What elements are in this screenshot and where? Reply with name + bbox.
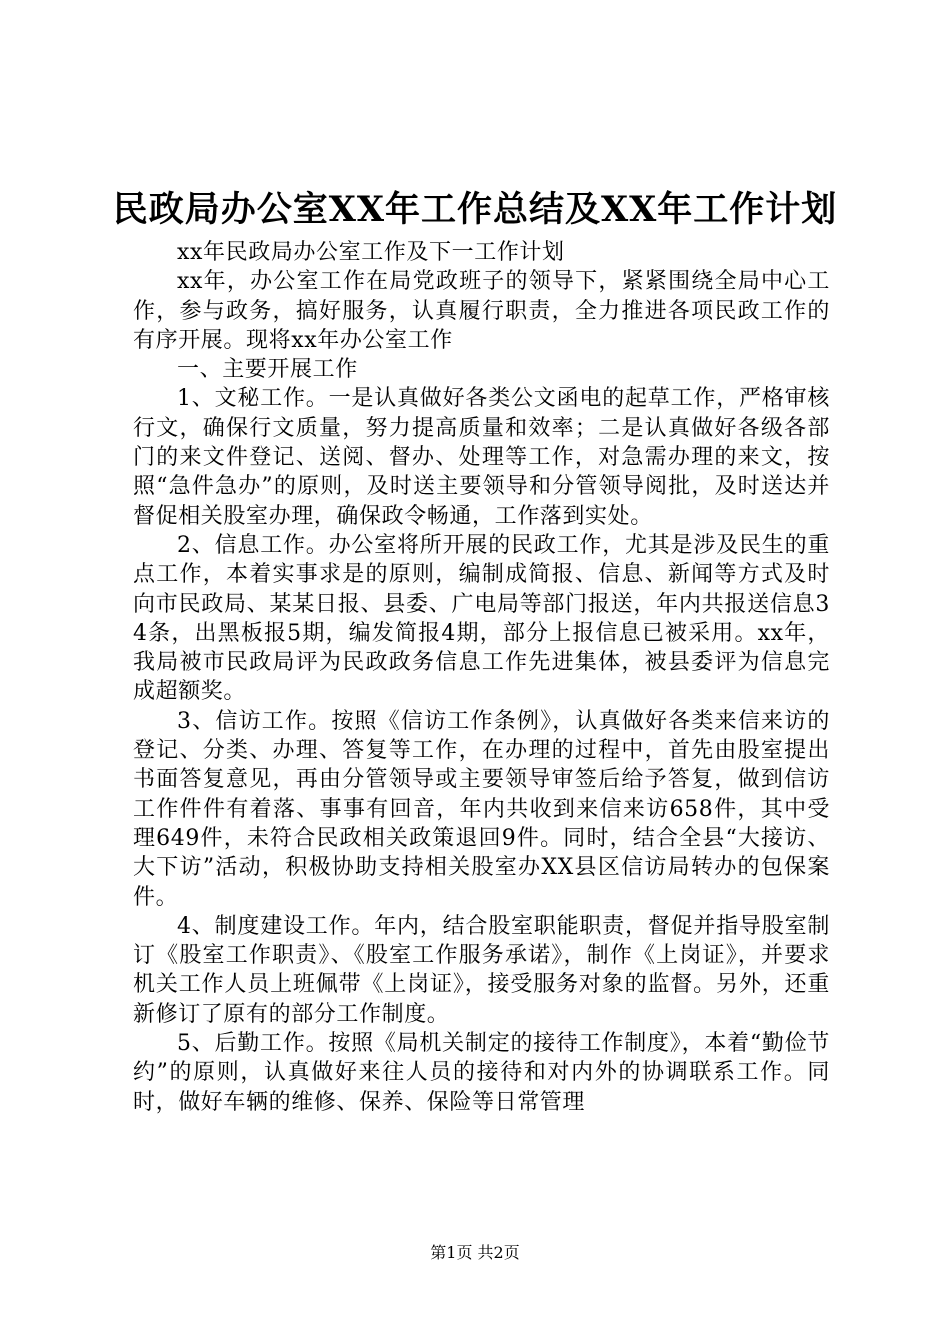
paragraph-logistics: 5、后勤工作。按照《局机关制定的接待工作制度》，本着“勤俭节约”的原则，认真做好来往人员的接待和对内外的协调联系工作。同时，做好车辆的维修、保养、保险等日常管理 [133, 1031, 830, 1115]
paragraph-information: 2、信息工作。办公室将所开展的民政工作，尤其是涉及民生的重点工作，本着实事求是的原则，编制成简报、信息、新闻等方式及时向市民政局、某某日报、县委、广电局等部门报送，年内共报送信息34条，出黑板报5期，编发简报4期，部分上报信息已被采用。xx年，我局被市民政局评为民政政务信息工作先进集体，被县委评为信息完成超额奖。 [133, 532, 830, 705]
page-number: 第1页 共2页 [430, 1243, 520, 1262]
paragraph-institution: 4、制度建设工作。年内，结合股室职能职责，督促并指导股室制订《股室工作职责》、《股室工作服务承诺》，制作《上岗证》，并要求机关工作人员上班佩带《上岗证》，接受服务对象的监督。另外，还重新修订了原有的部分工作制度。 [133, 913, 830, 1027]
paragraph-subtitle: xx年民政局办公室工作及下一工作计划 [177, 240, 565, 265]
paragraph-secretarial: 1、文秘工作。一是认真做好各类公文函电的起草工作，严格审核行文，确保行文质量，努力提高质量和效率；二是认真做好各级各部门的来文件登记、送阅、督办、处理等工作，对急需办理的来文，按照“急件急办”的原则，及时送主要领导和分管领导阅批，及时送达并督促相关股室办理，确保政令畅通，工作落到实处。 [133, 386, 830, 529]
paragraph-petition: 3、信访工作。按照《信访工作条例》，认真做好各类来信来访的登记、分类、办理、答复等工作，在办理的过程中，首先由股室提出书面答复意见，再由分管领导或主要领导审签后给予答复，做到信访工作件件有着落、事事有回音，年内共收到来信来访658件，其中受理649件，未符合民政相关政策退回9件。同时，结合全县“大接访、大下访”活动，积极协助支持相关股室办XX县区信访局转办的包保案件。 [133, 708, 830, 910]
paragraph-intro: xx年，办公室工作在局党政班子的领导下，紧紧围绕全局中心工作，参与政务，搞好服务，认真履行职责，全力推进各项民政工作的有序开展。现将xx年办公室工作 [133, 269, 830, 353]
section-heading: 一、主要开展工作 [177, 357, 358, 383]
document-title: 民政局办公室XX年工作总结及XX年工作计划 [112, 189, 838, 230]
document-body [133, 238, 830, 1117]
